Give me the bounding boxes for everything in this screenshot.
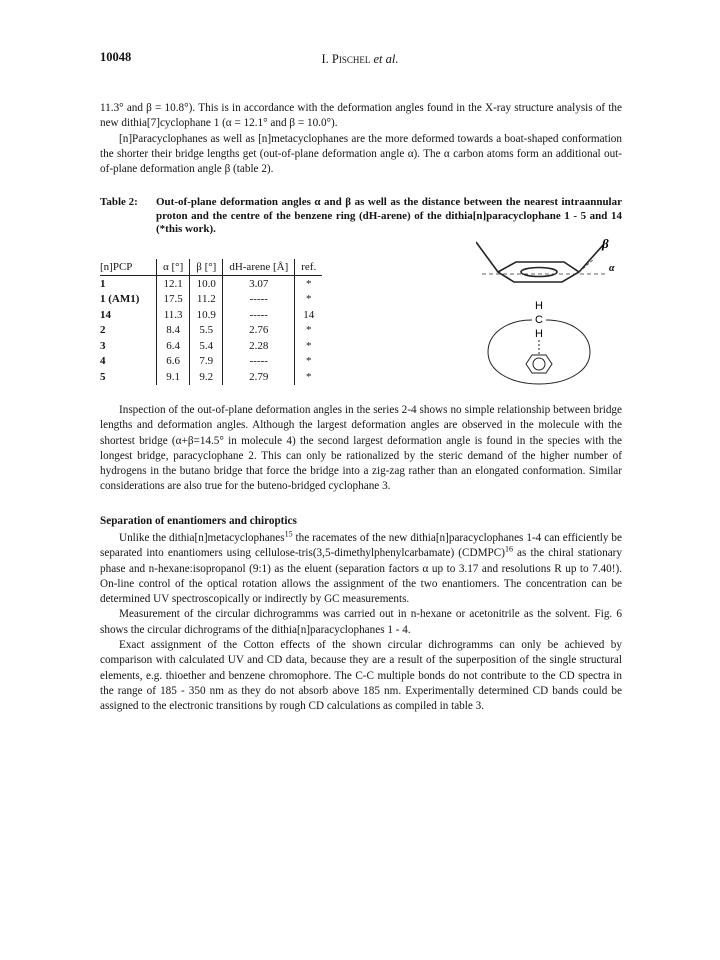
table-cell: 14 (100, 308, 111, 321)
boat-ring (476, 242, 604, 282)
separation-section-body (100, 531, 622, 715)
table-cell: 6.6 (157, 354, 190, 370)
table-header-cell: ref. (295, 259, 322, 276)
table-cell: 2.28 (223, 338, 295, 354)
table-cell: ----- (223, 354, 295, 370)
table-cell: 5.5 (190, 323, 223, 339)
table-cell: ----- (223, 292, 295, 308)
authors-prefix: I. P (321, 52, 339, 66)
table-header-row (100, 259, 322, 276)
deformation-table (100, 259, 322, 385)
table-cell: 4 (100, 355, 106, 368)
table-label: Table 2: (100, 196, 138, 208)
table-cell: 12.1 (157, 276, 190, 292)
beta-guide (579, 259, 594, 272)
table-cell: * (295, 276, 322, 292)
table-cell: 5.4 (190, 338, 223, 354)
table-cell: * (295, 292, 322, 308)
table-cell: 9.2 (190, 369, 223, 385)
authors-small-caps: ischel (338, 52, 371, 66)
sep-text-c: as the chiral stationary phase and n-hexane:isopropanol (9:1) as the eluent (separation factors α up to 3.17 and resolutions R up to 7.40!). On-line control of the optical rotation allows the assignment of the two enantiomers. The concentration can be determined UV spectroscopically or indirectly by GC measurements. (100, 547, 623, 606)
table-row (100, 338, 322, 354)
table-cell: 3.07 (223, 276, 295, 292)
beta-label: β (602, 236, 609, 251)
table-cell: 6.4 (157, 338, 190, 354)
table-header-cell: α [°] (157, 259, 190, 276)
table-cell: 17.5 (157, 292, 190, 308)
table-header-cell: [n]PCP (100, 259, 157, 276)
table-cell: 2 (100, 324, 106, 337)
page-number: 10048 (100, 50, 132, 64)
table-cell: * (295, 323, 322, 339)
table-row (100, 369, 322, 385)
paragraph-measurement: Measurement of the circular dichrogramms was carried out in n-hexane or acetonitrile as the solvent. Fig. 6 shows the circular dichrograms of the dithia[n]paracyclophanes 1 - 4. (100, 608, 622, 636)
table-cell: 3 (100, 339, 106, 352)
atom-h-top: H (535, 300, 543, 312)
table-row (100, 292, 322, 308)
section-heading: Separation of enantiomers and chiroptics (100, 515, 297, 527)
paragraph-paracyclophanes: [n]Paracyclophanes as well as [n]metacyclophanes are the more deformed towards a boat-shaped conformation the shorter their bridge lengths get (out-of-plane deformation angle α). The α carbon atoms form an additional out-of-plane deformation angle β (table 2). (100, 132, 622, 176)
table-caption-text: Out-of-plane deformation angles α and β as well as the distance between the nearest intraannular proton and the centre of the benzene ring (dH-arene) of the dithia[n]paracyclophane 1 - 5 and 14 (*this work). (156, 196, 622, 235)
table-cell: ----- (223, 307, 295, 323)
sep-text-a: Unlike the dithia[n]metacyclophanes (119, 532, 285, 544)
paragraph-xray: 11.3° and β = 10.8°). This is in accordance with the deformation angles found in the X-ray structure analysis of the new dithia[7]cyclophane 1 (α = 12.1° and β = 10.0°). (100, 102, 622, 130)
ref-15: 15 (284, 529, 293, 539)
table-row (100, 276, 322, 292)
table-cell: 11.2 (190, 292, 223, 308)
atom-h-bottom: H (535, 328, 543, 340)
cyclophane-structure-diagram (476, 234, 622, 390)
table-cell: 1 (AM1) (100, 293, 140, 306)
table-cell: * (295, 338, 322, 354)
table-row (100, 307, 322, 323)
table-cell: 7.9 (190, 354, 223, 370)
table-caption (100, 196, 622, 237)
table-cell: 11.3 (157, 307, 190, 323)
paragraph-inspection: Inspection of the out-of-plane deformation angles in the series 2-4 shows no simple relationship between bridge lengths and deformation angles. Although the largest deformation angles are observed in the molecule with the shortest bridge (α+β=14.5° in molecule 4) the second largest deformation angle is found in the species with the longest bridge, paracyclophane 2. This can only be rationalized by the steric demand of the higher number of hydrogens in the butano bridge that force the bridge into a zig-zag rather than an elongated conformation. Similar considerations are also true for the buteno-bridged cyclophane 3. (100, 404, 622, 493)
table-cell: 5 (100, 370, 106, 383)
table-cell: 2.76 (223, 323, 295, 339)
table-header-cell: β [°] (190, 259, 223, 276)
table-cell: 14 (295, 307, 322, 323)
table-cell: * (295, 369, 322, 385)
authors-suffix: et al. (370, 52, 399, 66)
atom-c: C (535, 314, 543, 326)
table-cell: 10.9 (190, 307, 223, 323)
paragraph-separation (100, 531, 622, 607)
ref-16: 16 (504, 544, 513, 554)
table-cell: 8.4 (157, 323, 190, 339)
table-cell: * (295, 354, 322, 370)
table-cell: 1 (100, 277, 106, 290)
running-header-authors (0, 52, 720, 67)
table-cell: 10.0 (190, 276, 223, 292)
table-row (100, 354, 322, 370)
table-cell: 9.1 (157, 369, 190, 385)
table-body (100, 276, 322, 385)
inspection-paragraph (100, 403, 622, 495)
paragraph-assignment: Exact assignment of the Cotton effects of the shown circular dichrogramms can only be achieved by comparison with calculated UV and CD data, because they are a result of the superposition of the single structural elements, e.g. thioether and benzene chromophore. The C-C multiple bonds do not contribute to the CD spectra in the range of 185 - 350 nm as they do not absorb above 185 nm. Experimentally determined CD bands could be assigned to the electronic transitions by rough CD calculations as compiled in table 3. (100, 639, 622, 713)
alpha-label: α (609, 263, 615, 274)
sep-text-b: the racemates of the new dithia[n]paracyclophanes 1-4 can efficiently be separated into enantiomers using cellulose-tris(3,5-dimethylphenylcarbamate) (CDMPC) (100, 532, 622, 560)
intro-text-block (100, 101, 622, 177)
table-row (100, 323, 322, 339)
table-header-cell: dH-arene [Å] (223, 259, 295, 276)
table-cell: 2.79 (223, 369, 295, 385)
